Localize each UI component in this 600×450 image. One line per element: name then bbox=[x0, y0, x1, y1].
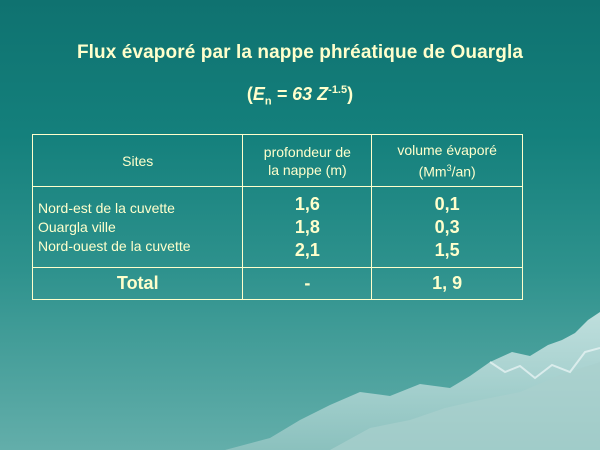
formula-variable: E bbox=[252, 84, 265, 104]
formula-exponent: -1.5 bbox=[328, 84, 348, 96]
header-sites: Sites bbox=[33, 135, 243, 187]
formula-subscript: n bbox=[264, 95, 272, 108]
depth-value: 2,1 bbox=[294, 239, 320, 260]
depth-value: 1,6 bbox=[294, 193, 320, 214]
header-depth-line2: la nappe (m) bbox=[268, 161, 347, 178]
site-name: Nord-est de la cuvette bbox=[38, 199, 175, 216]
header-volume-line1: volume évaporé bbox=[397, 141, 497, 158]
volume-unit-post: /an) bbox=[451, 163, 476, 180]
volume-value: 0,3 bbox=[434, 216, 460, 237]
volume-value: 1,5 bbox=[434, 239, 460, 260]
slide-title: Flux évaporé par la nappe phréatique de Ouargla bbox=[76, 42, 524, 63]
volume-value: 0,1 bbox=[434, 193, 460, 214]
depth-value: 1,8 bbox=[294, 216, 320, 237]
total-volume: 1, 9 bbox=[372, 268, 523, 300]
site-name: Nord-ouest de la cuvette bbox=[38, 237, 191, 254]
site-name: Ouargla ville bbox=[38, 218, 116, 235]
formula-rest: = 63 Z bbox=[271, 84, 329, 104]
total-depth: - bbox=[243, 268, 372, 300]
formula-open: ( bbox=[246, 84, 253, 104]
volume-unit-sup: 3 bbox=[446, 162, 452, 173]
header-depth-line1: profondeur de bbox=[263, 143, 351, 160]
formula-close: ) bbox=[347, 84, 354, 104]
total-label: Total bbox=[33, 268, 243, 300]
volume-unit-pre: (Mm bbox=[418, 163, 447, 180]
